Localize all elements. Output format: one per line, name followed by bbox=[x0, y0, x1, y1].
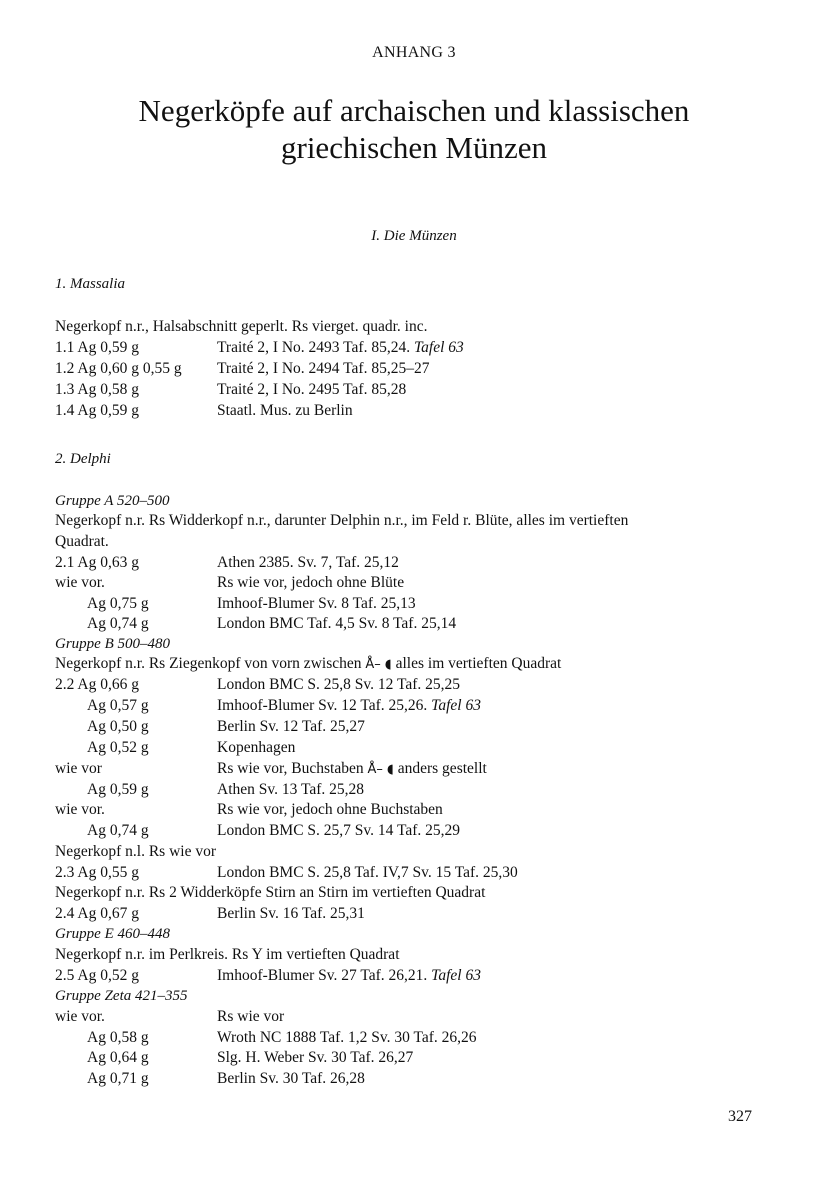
coin-weight: 2.5 Ag 0,52 g bbox=[55, 967, 139, 984]
subsection-heading-massalia: 1. Massalia bbox=[55, 276, 126, 292]
coin-reference: Staatl. Mus. zu Berlin bbox=[217, 402, 353, 419]
group-heading: Gruppe E 460–448 bbox=[55, 926, 170, 942]
description-text: alles im vertieften Quadrat bbox=[395, 655, 562, 672]
coin-weight: Ag 0,52 g bbox=[87, 739, 149, 756]
coin-description: Negerkopf n.r. Rs 2 Widderköpfe Stirn an Stirn im vertieften Quadrat bbox=[55, 884, 486, 901]
coin-weight: Ag 0,74 g bbox=[87, 822, 149, 839]
coin-weight: 2.3 Ag 0,55 g bbox=[55, 864, 139, 881]
reference-text: Rs wie vor, Buchstaben bbox=[217, 760, 364, 777]
coin-reference: Traité 2, I No. 2494 Taf. 85,25–27 bbox=[217, 360, 430, 377]
coin-reference bbox=[217, 338, 464, 358]
coin-reference: Wroth NC 1888 Taf. 1,2 Sv. 30 Taf. 26,26 bbox=[217, 1029, 477, 1046]
coin-reference: Rs wie vor bbox=[217, 1008, 285, 1025]
coin-weight: 2.4 Ag 0,67 g bbox=[55, 905, 139, 922]
coin-weight: Ag 0,50 g bbox=[87, 718, 149, 735]
coin-reference: Traité 2, I No. 2495 Taf. 85,28 bbox=[217, 381, 407, 398]
plate-reference: Tafel 63 bbox=[431, 967, 481, 984]
coin-reference bbox=[217, 696, 481, 716]
coin-reference bbox=[217, 966, 481, 986]
coin-reference: Rs wie vor, jedoch ohne Buchstaben bbox=[217, 801, 443, 818]
coin-reference: Berlin Sv. 30 Taf. 26,28 bbox=[217, 1070, 365, 1087]
reference-text: anders gestellt bbox=[397, 760, 487, 777]
group-heading: Gruppe B 500–480 bbox=[55, 636, 170, 652]
coin-reference: London BMC S. 25,8 Taf. IV,7 Sv. 15 Taf. 25,30 bbox=[217, 864, 518, 881]
subsection-heading-delphi: 2. Delphi bbox=[55, 451, 111, 467]
group-heading: Gruppe Zeta 421–355 bbox=[55, 988, 188, 1004]
coin-weight: Ag 0,71 g bbox=[87, 1070, 149, 1087]
greek-letters-glyph: Å– ◖ bbox=[365, 657, 392, 672]
title-line-2: griechischen Münzen bbox=[281, 130, 547, 165]
greek-letters-glyph: Å– ◖ bbox=[367, 762, 394, 777]
coin-weight: Ag 0,58 g bbox=[87, 1029, 149, 1046]
coin-reference: London BMC Taf. 4,5 Sv. 8 Taf. 25,14 bbox=[217, 615, 457, 632]
coin-reference: Berlin Sv. 16 Taf. 25,31 bbox=[217, 905, 365, 922]
coin-weight: 1.2 Ag 0,60 g 0,55 g bbox=[55, 360, 182, 377]
reference-text: Imhoof-Blumer Sv. 12 Taf. 25,26. bbox=[217, 697, 428, 714]
coin-reference: Rs wie vor, jedoch ohne Blüte bbox=[217, 574, 405, 591]
reference-text: Traité 2, I No. 2493 Taf. 85,24. bbox=[217, 339, 411, 356]
coin-reference: Imhoof-Blumer Sv. 8 Taf. 25,13 bbox=[217, 595, 416, 612]
coin-description bbox=[55, 654, 561, 675]
plate-reference: Tafel 63 bbox=[413, 339, 464, 356]
coin-weight: 2.2 Ag 0,66 g bbox=[55, 676, 139, 693]
coin-weight: 1.4 Ag 0,59 g bbox=[55, 402, 139, 419]
coin-weight: 1.1 Ag 0,59 g bbox=[55, 339, 139, 356]
group-heading: Gruppe A 520–500 bbox=[55, 493, 170, 509]
coin-reference bbox=[217, 759, 487, 780]
coin-description: Negerkopf n.l. Rs wie vor bbox=[55, 843, 216, 860]
coin-description: Negerkopf n.r. im Perlkreis. Rs Y im vertieften Quadrat bbox=[55, 946, 400, 963]
section-heading: I. Die Münzen bbox=[371, 228, 457, 244]
coin-weight: 1.3 Ag 0,58 g bbox=[55, 381, 139, 398]
reference-text: Imhoof-Blumer Sv. 27 Taf. 26,21. bbox=[217, 967, 428, 984]
coin-reference: Athen Sv. 13 Taf. 25,28 bbox=[217, 781, 365, 798]
coin-weight: 2.1 Ag 0,63 g bbox=[55, 554, 139, 571]
coin-reference: Athen 2385. Sv. 7, Taf. 25,12 bbox=[217, 554, 399, 571]
coin-reference: Berlin Sv. 12 Taf. 25,27 bbox=[217, 718, 365, 735]
plate-reference: Tafel 63 bbox=[431, 697, 481, 714]
coin-reference: Kopenhagen bbox=[217, 739, 296, 756]
appendix-label: ANHANG 3 bbox=[372, 44, 456, 61]
coin-weight: Ag 0,74 g bbox=[87, 615, 149, 632]
coin-weight: Ag 0,59 g bbox=[87, 781, 149, 798]
coin-weight: wie vor. bbox=[55, 574, 105, 591]
coin-weight: wie vor bbox=[55, 760, 102, 777]
description-text: Negerkopf n.r. Rs Ziegenkopf von vorn zwischen bbox=[55, 655, 362, 672]
coin-weight: Ag 0,75 g bbox=[87, 595, 149, 612]
coin-reference: London BMC S. 25,8 Sv. 12 Taf. 25,25 bbox=[217, 676, 461, 693]
coin-weight: wie vor. bbox=[55, 801, 105, 818]
page-number: 327 bbox=[728, 1108, 752, 1125]
coin-description: Negerkopf n.r. Rs Widderkopf n.r., darunter Delphin n.r., im Feld r. Blüte, alles im vertieften bbox=[55, 512, 629, 529]
coin-reference: Slg. H. Weber Sv. 30 Taf. 26,27 bbox=[217, 1049, 414, 1066]
page-title bbox=[0, 92, 828, 166]
coin-weight: Ag 0,64 g bbox=[87, 1049, 149, 1066]
title-line-1: Negerköpfe auf archaischen und klassischen bbox=[138, 93, 690, 128]
coin-weight: wie vor. bbox=[55, 1008, 105, 1025]
coin-description: Quadrat. bbox=[55, 533, 109, 550]
coin-reference: London BMC S. 25,7 Sv. 14 Taf. 25,29 bbox=[217, 822, 461, 839]
coin-weight: Ag 0,57 g bbox=[87, 697, 149, 714]
coin-description: Negerkopf n.r., Halsabschnitt geperlt. Rs vierget. quadr. inc. bbox=[55, 318, 428, 335]
